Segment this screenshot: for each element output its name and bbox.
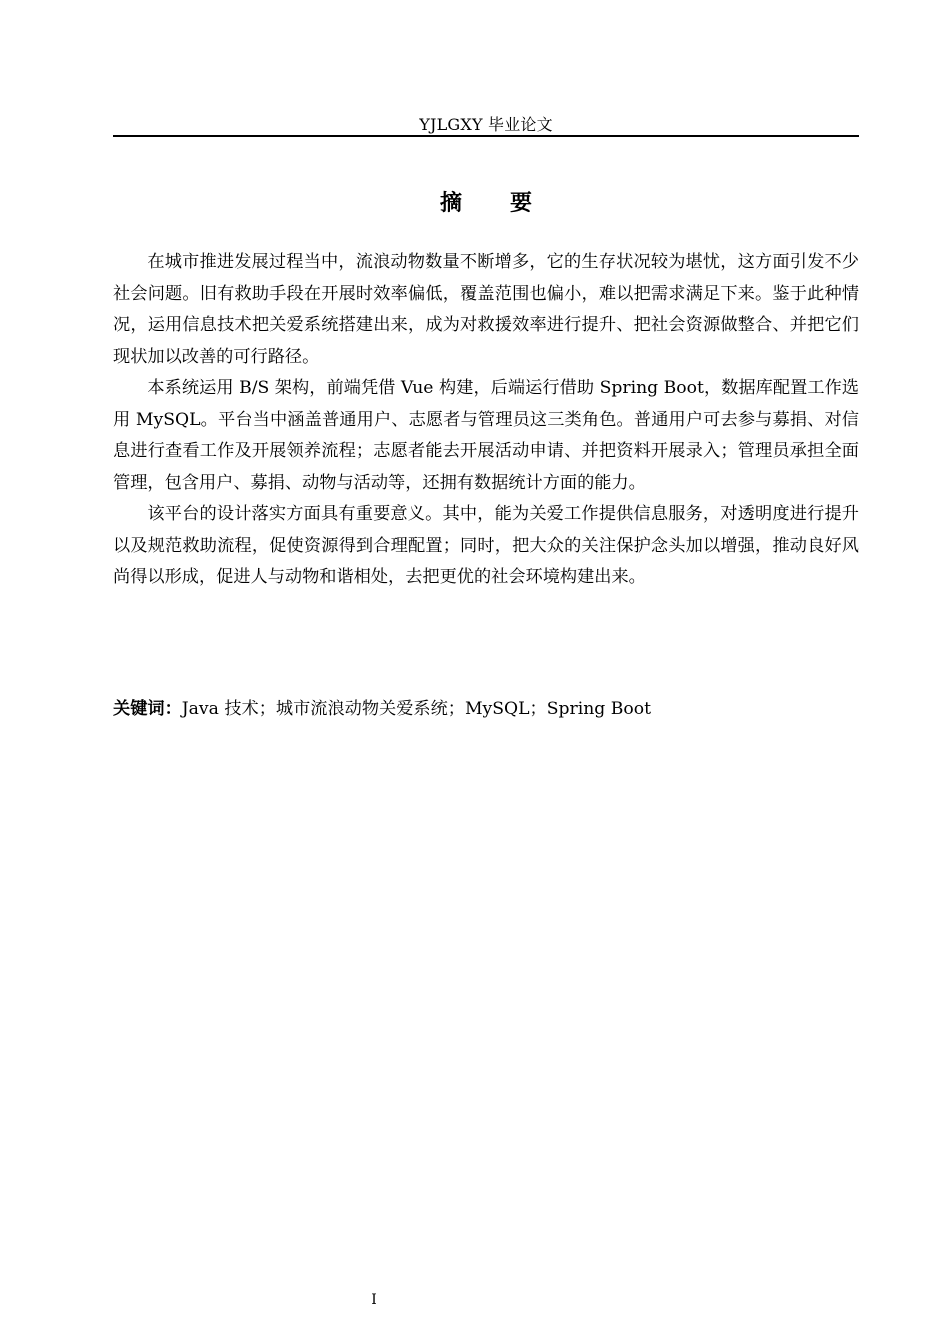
abstract-paragraph-3: 该平台的设计落实方面具有重要意义。其中，能为关爱工作提供信息服务，对透明度进行提升以及规范救助流程，促使资源得到合理配置；同时，把大众的关注保护念头加以增强，推动良好风尚得以形成，促进人与动物和谐相处，去把更优的社会环境构建出来。 [113,504,859,587]
running-header: YJLGXY 毕业论文 [419,115,553,134]
abstract-paragraph-1: 在城市推进发展过程当中，流浪动物数量不断增多，它的生存状况较为堪忧，这方面引发不少社会问题。旧有救助手段在开展时效率偏低，覆盖范围也偏小，难以把需求满足下来。鉴于此种情况，运用信息技术把关爱系统搭建出来，成为对救援效率进行提升、把社会资源做整合、并把它们现状加以改善的可行路径。 [113,252,859,367]
abstract-title-char-1: 摘 [439,191,462,216]
abstract-body [113,247,859,594]
keywords-line [113,694,859,726]
header-rule [113,135,859,137]
keywords-value: Java 技术；城市流浪动物关爱系统；MySQL；Spring Boot [181,699,651,719]
abstract-title [113,188,859,220]
abstract-title-char-2: 要 [510,191,533,216]
page-number: I [371,1292,377,1308]
abstract-paragraph-2: 本系统运用 B/S 架构，前端凭借 Vue 构建，后端运行借助 Spring Boot，数据库配置工作选用 MySQL。平台当中涵盖普通用户、志愿者与管理员这三类角色。普通用户可去参与募捐、对信息进行查看工作及开展领养流程；志愿者能去开展活动申请、并把资料开展录入；管理员承担全面管理，包含用户、募捐、动物与活动等，还拥有数据统计方面的能力。 [113,378,859,493]
keywords-label: 关键词： [113,699,182,719]
